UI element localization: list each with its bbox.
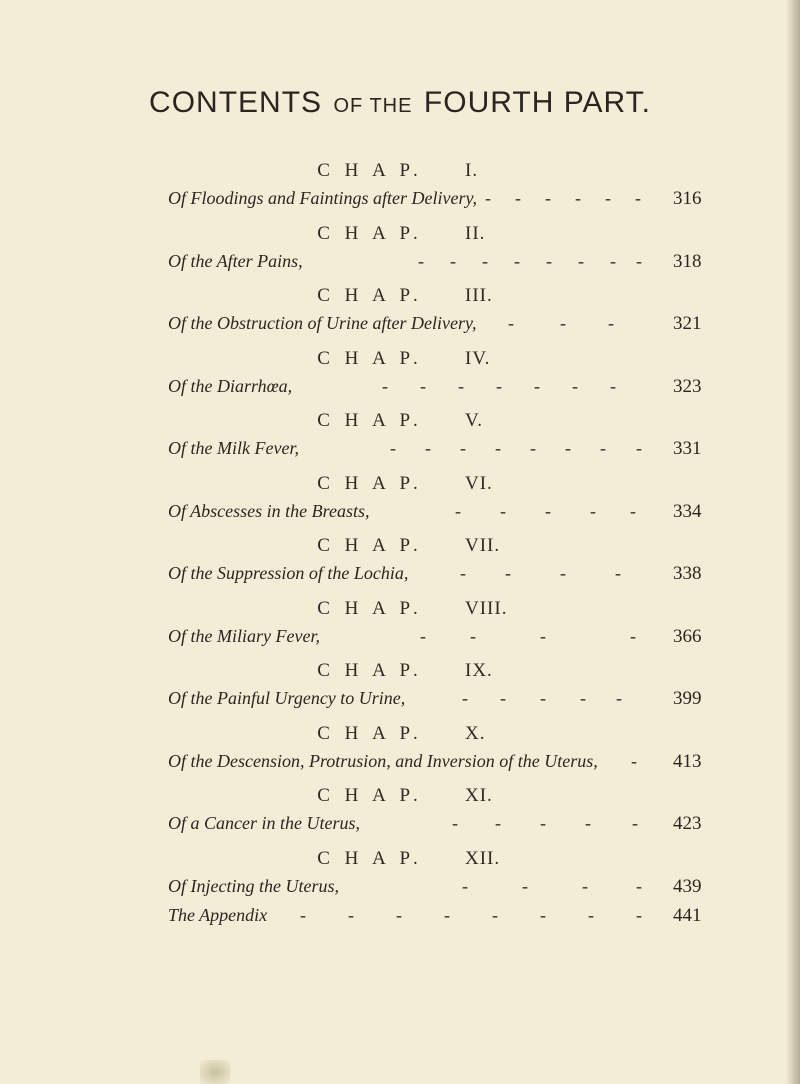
entry-title: Of the Suppression of the Lochia, [168,563,409,583]
page-number: 423 [673,813,702,834]
appendix-page-number: 441 [673,904,702,926]
chapter-label: C H A P. [317,410,423,431]
entry-title: Of the Diarrhœa, [168,375,293,396]
toc-entry: Of the Painful Urgency to Urine, - - - - - 399 [168,688,702,709]
page-number: 338 [673,563,702,584]
entry-title: Of the Obstruction of Urine after Delivery, [168,313,477,333]
chapter-label: C H A P. [317,535,423,556]
appendix-title: The Appendix [168,904,268,925]
chapter-label: C H A P. [317,160,423,181]
toc-entry: Of a Cancer in the Uterus, - - - - - 423 [168,813,702,834]
chapter-label: C H A P. [317,660,423,681]
toc-entry: Of the Descension, Protrusion, and Inversion of the Uterus, - 413 [168,750,702,772]
chapter-label: C H A P. [317,847,423,869]
page-number: 413 [673,750,702,772]
entry-title: Of Floodings and Faintings after Delivery, [168,188,477,208]
page-number: 323 [673,375,702,397]
entry-title: Of a Cancer in the Uterus, [168,813,360,833]
page-number: 399 [673,688,702,709]
page-number: 321 [673,313,702,334]
page-number: 366 [673,625,702,647]
title-contents: CONTENTS [149,86,323,119]
title-of-the: OF THE [333,95,413,117]
chapter-label: C H A P. [317,472,423,494]
chapter-label: C H A P. [317,222,423,244]
chapter-number: VI. [465,472,493,494]
chapter-number: VII. [465,535,501,556]
toc-entry: Of the Obstruction of Urine after Delivery, - - - 321 [168,313,702,334]
chapter-number: IX. [465,660,493,681]
chapter-number: IV. [465,347,491,369]
entry-title: Of Injecting the Uterus, [168,875,339,896]
chapter-label: C H A P. [317,285,423,306]
chapter-number: I. [465,160,479,181]
toc-entry: Of the Milk Fever, - - - - - - - - 331 [168,438,702,459]
toc-entry: Of the Diarrhœa, - - - - - - - 323 [168,375,702,397]
entry-title: Of the After Pains, [168,250,303,271]
chapter-label: C H A P. [317,785,423,806]
paper-stain [200,1060,230,1084]
entry-title: Of the Painful Urgency to Urine, [168,688,406,708]
toc-entry: Of the Miliary Fever, - - - - 366 [168,625,702,647]
entry-title: Of Abscesses in the Breasts, [168,500,370,521]
toc-entry: Of the After Pains, - - - - - - - - 318 [168,250,702,272]
chapter-number: X. [465,722,486,744]
toc-entry: Of Injecting the Uterus, - - - - 439 [168,875,702,897]
chapter-number: II. [465,222,486,244]
chapter-number: XI. [465,785,493,806]
toc-entry: Of Abscesses in the Breasts, - - - - - 334 [168,500,702,522]
toc-entry: Of Floodings and Faintings after Delivery, - - - - - - 316 [168,188,702,209]
page-number: 331 [673,438,702,459]
chapter-number: III. [465,285,493,306]
toc-entry: Of the Suppression of the Lochia, - - - - 338 [168,563,702,584]
page-title [0,86,800,120]
page-number: 318 [673,250,702,272]
chapter-number: XII. [465,847,501,869]
entry-title: Of the Descension, Protrusion, and Inversion of the Uterus, [168,750,598,771]
entry-title: Of the Miliary Fever, [168,625,320,646]
page-number: 334 [673,500,702,522]
page-number: 439 [673,875,702,897]
chapter-number: VIII. [465,597,508,619]
chapter-number: V. [465,410,484,431]
page-number: 316 [673,188,702,209]
chapter-label: C H A P. [317,597,423,619]
chapter-label: C H A P. [317,722,423,744]
title-fourth-part: FOURTH PART. [423,86,651,119]
entry-title: Of the Milk Fever, [168,438,299,458]
toc-entry-appendix: The Appendix - - - - - - - - 441 [168,904,702,926]
chapter-label: C H A P. [317,347,423,369]
